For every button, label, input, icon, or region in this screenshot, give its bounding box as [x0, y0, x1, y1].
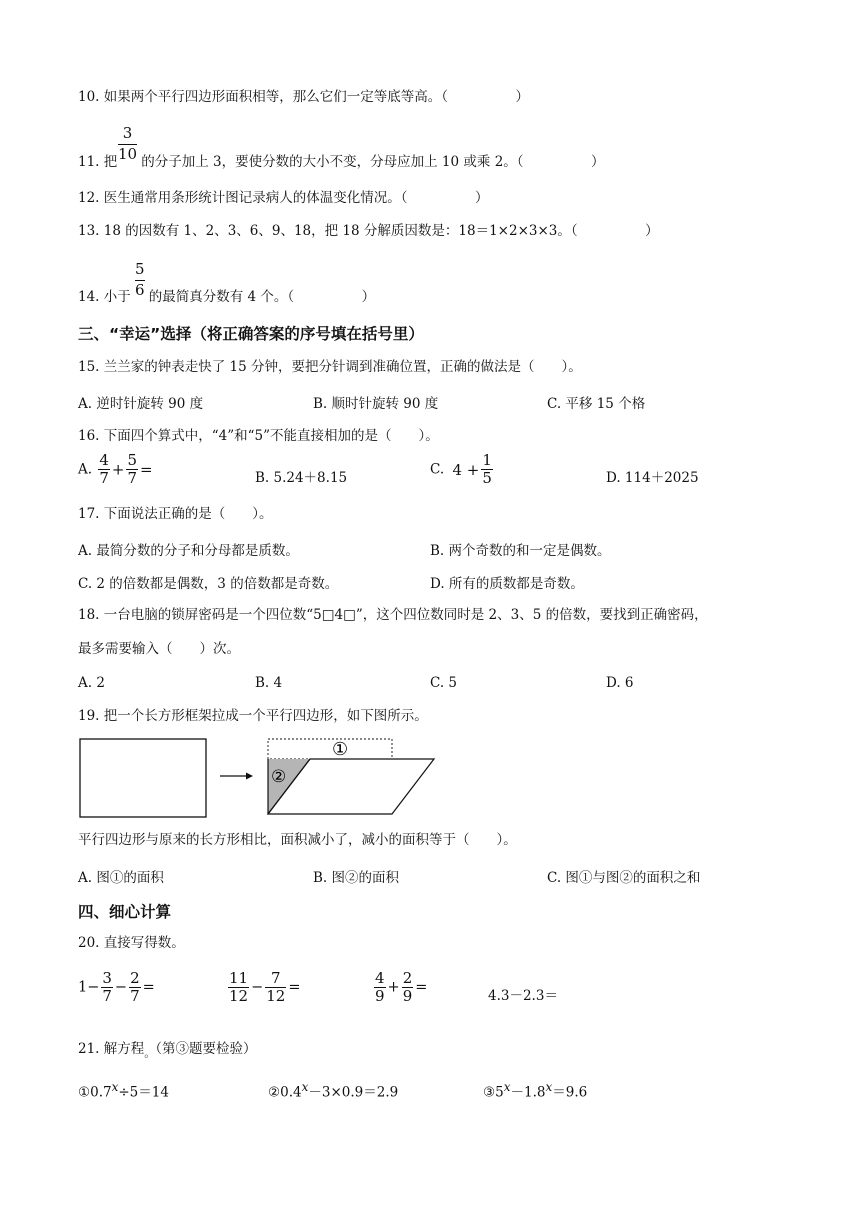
section-4-title: 四、细心计算	[78, 903, 172, 921]
question-15: 15. 兰兰家的钟表走快了 15 分钟，要把分针调到准确位置，正确的做法是（ ）。	[78, 359, 582, 375]
q17-option-c: C. 2 的倍数都是偶数，3 的倍数都是奇数。	[78, 576, 339, 592]
fraction-denominator: 10	[118, 145, 138, 163]
equation-2: $②0.4^x-3\times 0.9=2.9$	[268, 1080, 399, 1101]
question-18-line1: 18. 一台电脑的锁屏密码是一个四位数“5□4□”，这个四位数同时是 2、3、5 的倍数，要找到正确密码，	[78, 607, 708, 623]
q15-option-b: B. 顺时针旋转 90 度	[313, 396, 439, 412]
q21-note: （第③题要检验）	[155, 1041, 257, 1057]
fraction: $\frac{2}{9}$	[402, 969, 413, 1005]
plus-sign: +	[111, 460, 125, 479]
operator: +	[387, 979, 400, 996]
label-2: ②	[271, 767, 287, 787]
expression-1	[78, 970, 155, 1005]
variable-x: x	[111, 1080, 119, 1094]
fraction: $\frac{4}{7}$	[99, 451, 109, 487]
q18-option-d: D. 6	[606, 675, 634, 691]
fraction-numerator: 5	[135, 260, 145, 278]
fraction: $\frac{1}{5}$	[482, 451, 492, 487]
fraction: $\frac{11}{12}$	[229, 969, 249, 1005]
expression-4: 4.3－2.3＝	[488, 988, 558, 1004]
variable-x: x	[503, 1080, 511, 1094]
variable-x: x	[545, 1080, 553, 1094]
question-14	[78, 288, 375, 306]
equation-1: $①0.7^x\div 5=14$	[78, 1080, 169, 1101]
question-17: 17. 下面说法正确的是（ ）。	[78, 506, 273, 522]
question-12: 12. 医生通常用条形统计图记录病人的体温变化情况。（ ）	[78, 190, 489, 206]
question-18-line2: 最多需要输入（ ）次。	[78, 641, 240, 657]
fraction: $\frac{5}{7}$	[127, 451, 138, 487]
q19-option-b: B. 图②的面积	[313, 870, 400, 886]
q18-option-b: B. 4	[255, 675, 283, 691]
question-13: 13. 18 的因数有 1、2、3、6、9、18，把 18 分解质因数是：18＝1×2×3×3。（ ）	[78, 223, 659, 239]
question-21	[78, 1040, 257, 1063]
fraction: $\frac{2}{7}$	[130, 969, 140, 1005]
question-10: 10. 如果两个平行四边形面积相等，那么它们一定等底等高。（ ）	[78, 89, 530, 105]
question-16: 16. 下面四个算式中，“4”和“5”不能直接相加的是（ ）。	[78, 428, 439, 444]
q19-option-c: C. 图①与图②的面积之和	[547, 870, 701, 886]
q14-suffix: 的最简真分数有 4 个。（ ）	[148, 289, 376, 305]
q15-option-a: A. 逆时针旋转 90 度	[78, 396, 204, 412]
label-1: ①	[332, 739, 349, 760]
question-11	[78, 153, 605, 171]
q18-option-a: A. 2	[78, 675, 105, 691]
equals-sign: =	[140, 460, 153, 479]
dashed-region-1	[268, 739, 392, 759]
q21-dot: 。	[144, 1046, 156, 1060]
q11-suffix: 的分子加上 3，要使分数的大小不变，分母应加上 10 或乘 2。（ ）	[141, 154, 605, 170]
whole-number: 4 +	[452, 460, 480, 479]
question-19-after: 平行四边形与原来的长方形相比，面积减小了，减小的面积等于（ ）。	[78, 832, 517, 848]
equals-sign: =	[142, 979, 155, 996]
q19-option-a: A. 图①的面积	[78, 870, 164, 886]
variable-x: x	[301, 1080, 309, 1094]
fraction: $\frac{7}{12}$	[266, 969, 286, 1005]
operator: −	[251, 979, 264, 996]
q17-option-d: D. 所有的质数都是奇数。	[430, 576, 584, 592]
q21-title: 21. 解方程	[78, 1041, 145, 1057]
q17-option-b: B. 两个奇数的和一定是偶数。	[430, 543, 611, 559]
fraction-denominator: 6	[135, 281, 145, 299]
rectangle-to-parallelogram-figure	[78, 734, 443, 820]
question-20: 20. 直接写得数。	[78, 935, 185, 951]
q16-option-c	[430, 452, 495, 487]
expr-text: 1−	[78, 979, 100, 996]
equation-3: $③5^x-1.8^x=9.6$	[483, 1080, 588, 1101]
operator: −	[114, 979, 128, 996]
option-label: A.	[78, 461, 93, 478]
q16-option-d: D. 114＋2025	[606, 470, 699, 486]
option-label: C.	[430, 461, 445, 478]
expression-2	[226, 970, 301, 1005]
original-rectangle	[80, 739, 206, 817]
q11-prefix: 11. 把	[78, 154, 118, 170]
equals-sign: =	[415, 979, 428, 996]
fraction-numerator: 3	[122, 124, 133, 142]
arrow-head	[246, 773, 253, 780]
q15-option-c: C. 平移 15 个格	[547, 396, 646, 412]
q14-prefix: 14. 小于	[78, 289, 131, 305]
expression-3	[372, 970, 427, 1005]
section-3-title: 三、“幸运”选择（将正确答案的序号填在括号里）	[78, 325, 424, 343]
q18-option-c: C. 5	[430, 675, 458, 691]
q16-option-a	[78, 452, 153, 487]
fraction: $\frac{3}{7}$	[102, 969, 112, 1005]
fraction: $\frac{4}{9}$	[375, 969, 385, 1005]
equals-sign: =	[288, 979, 301, 996]
q16-option-b: B. 5.24＋8.15	[255, 470, 348, 486]
q17-option-a: A. 最简分数的分子和分母都是质数。	[78, 543, 299, 559]
question-19: 19. 把一个长方形框架拉成一个平行四边形，如下图所示。	[78, 708, 428, 724]
